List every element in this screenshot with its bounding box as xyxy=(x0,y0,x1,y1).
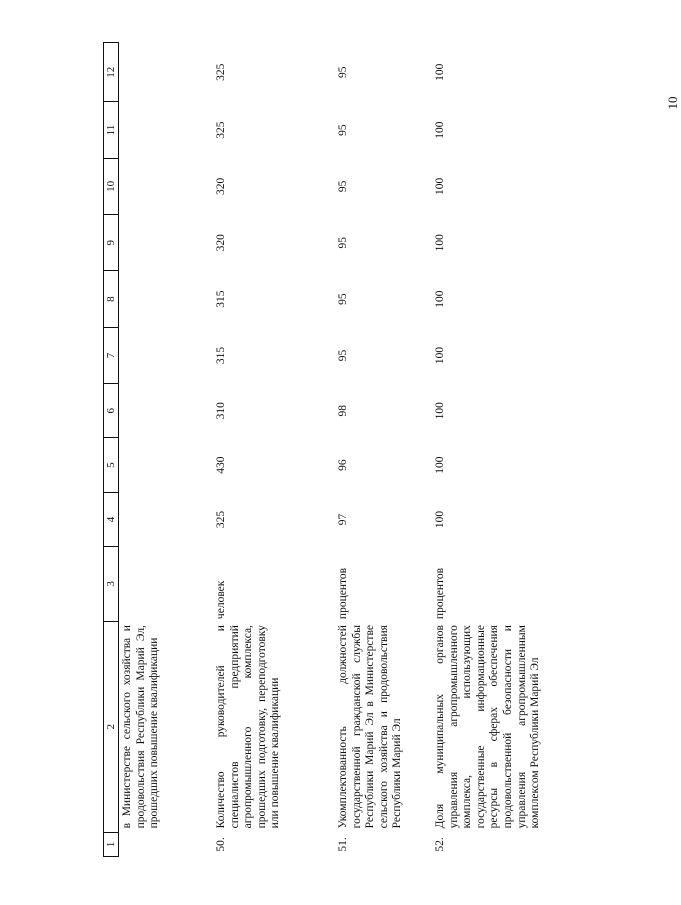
value-cell: 98 xyxy=(337,405,349,417)
indicator-name: Количество руководителей и специалистов предприятий агропромышленного комплекса, прошедших подготовку, переподготовку или повышение квалификации xyxy=(215,625,282,829)
column-header: 1 xyxy=(104,832,119,856)
value-cell: 325 xyxy=(215,63,227,81)
table-row xyxy=(119,43,214,857)
value-cell: 100 xyxy=(434,510,446,529)
value-cell: 100 xyxy=(434,63,446,81)
value-cell: 320 xyxy=(215,234,227,252)
value-cell: 315 xyxy=(215,290,227,308)
column-header: 6 xyxy=(104,384,119,438)
value-cell: 325 xyxy=(215,510,227,529)
value-cell: 96 xyxy=(337,459,349,471)
unit-of-measure: процентов xyxy=(337,567,349,620)
value-cell: 315 xyxy=(215,346,227,365)
value-cell: 100 xyxy=(434,177,446,196)
table-row xyxy=(335,43,432,857)
indicator-name: Доля муниципальных органов управления агропромышленного комплекса, использующих государственные информационные ресурсы в сферах обеспечения продовольственной безопасности и управления агропромышленным комплексом Республики Марий Эл xyxy=(434,625,542,829)
value-cell xyxy=(119,215,214,271)
table-row xyxy=(432,43,549,857)
row-number xyxy=(119,832,214,856)
column-header: 2 xyxy=(104,621,119,832)
unit-of-measure xyxy=(119,547,214,621)
indicators-table xyxy=(103,42,549,857)
value-cell xyxy=(119,102,214,158)
value-cell: 100 xyxy=(434,290,446,308)
value-cell xyxy=(119,327,214,383)
row-number: 50. xyxy=(215,837,227,852)
column-number-row xyxy=(104,43,119,857)
value-cell: 100 xyxy=(434,346,446,365)
column-header: 8 xyxy=(104,271,119,327)
unit-of-measure: человек xyxy=(215,580,227,620)
value-cell: 95 xyxy=(337,124,349,136)
value-cell: 100 xyxy=(434,234,446,252)
value-cell xyxy=(119,492,214,546)
column-header: 12 xyxy=(104,43,119,102)
value-cell: 95 xyxy=(337,349,349,362)
value-cell: 97 xyxy=(337,513,349,526)
value-cell: 430 xyxy=(215,456,227,474)
indicator-name: Укомплектованность должностей государственной гражданской службы Республики Марий Эл в Министерстве сельского хозяйства и продовольствия Республики Марий Эл xyxy=(337,625,404,829)
column-header: 7 xyxy=(104,327,119,383)
row-number: 51. xyxy=(337,837,349,852)
column-header: 5 xyxy=(104,438,119,492)
value-cell: 95 xyxy=(337,180,349,193)
page-number: 10 xyxy=(665,96,680,110)
value-cell: 100 xyxy=(434,456,446,474)
value-cell: 100 xyxy=(434,121,446,139)
value-cell: 95 xyxy=(337,66,349,78)
value-cell: 95 xyxy=(337,237,349,249)
value-cell: 100 xyxy=(434,402,446,420)
column-header: 3 xyxy=(104,547,119,621)
column-header: 11 xyxy=(104,102,119,158)
value-cell xyxy=(119,271,214,327)
rotated-table-container xyxy=(103,42,542,857)
value-cell: 320 xyxy=(215,177,227,196)
value-cell xyxy=(119,158,214,214)
row-number: 52. xyxy=(434,837,446,852)
column-header: 9 xyxy=(104,215,119,271)
value-cell: 95 xyxy=(337,293,349,305)
column-header: 4 xyxy=(104,492,119,546)
value-cell xyxy=(119,43,214,102)
value-cell xyxy=(119,384,214,438)
column-header: 10 xyxy=(104,158,119,214)
value-cell: 310 xyxy=(215,402,227,420)
value-cell xyxy=(119,438,214,492)
table-row xyxy=(213,43,335,857)
value-cell: 325 xyxy=(215,121,227,139)
unit-of-measure: процентов xyxy=(434,567,446,620)
indicator-name: в Министерстве сельского хозяйства и продовольствия Республики Марий Эл, прошедших повышение квалификации xyxy=(121,625,161,829)
